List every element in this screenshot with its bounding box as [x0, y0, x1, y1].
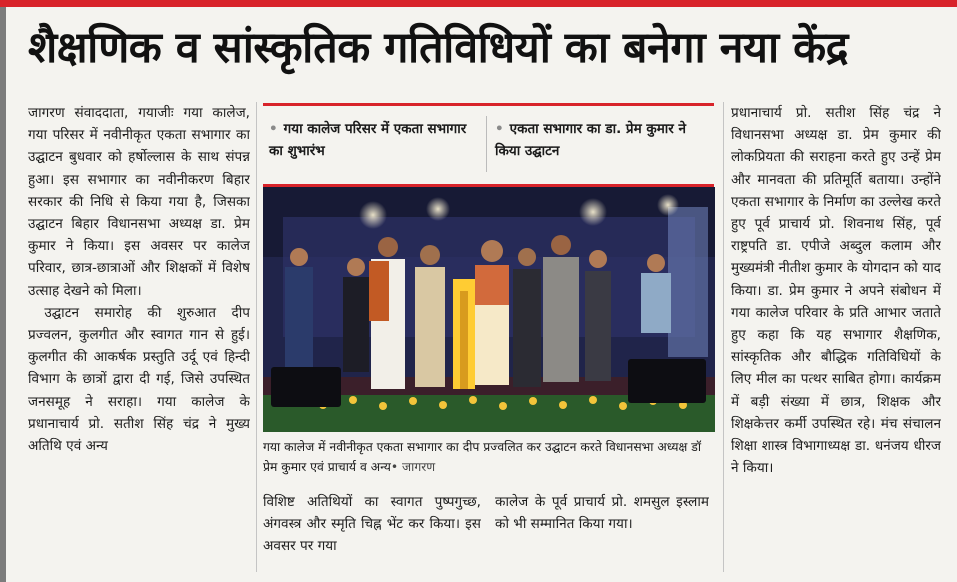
event-photo-image	[263, 187, 715, 432]
caption-credit: • जागरण	[390, 460, 436, 474]
column-divider	[723, 102, 724, 572]
article-column-bottom-left	[263, 491, 481, 577]
bullet-icon: •	[269, 121, 278, 137]
photo-caption	[263, 437, 715, 481]
highlight-text: गया कालेज परिसर में एकता सभागार का शुभारंभ	[269, 121, 467, 159]
article-column-right	[731, 102, 941, 576]
headline: शैक्षणिक व सांस्कृतिक गतिविधियों का बनेगा नया केंद्र	[28, 23, 848, 73]
paragraph: उद्घाटन समारोह की शुरुआत दीप प्रज्वलन, कुलगीत और स्वागत गान से हुई। कुलगीत की आकर्षक प्रस्तुति उर्दू एवं हिन्दी विभाग के छात्रों द्वारा दी गई, जिसे उपस्थित जनसमूह ने सराहा। गया कालेज के प्रधानाचार्य प्रो. सतीश सिंह चंद्र ने मुख्य अतिथि एवं अन्य	[28, 304, 250, 455]
caption-text: गया कालेज में नवीनीकृत एकता सभागार का दीप प्रज्वलित कर उद्घाटन करते विधानसभा अध्यक्ष डॉ प्रेम कुमार एवं प्राचार्य व अन्य	[263, 440, 702, 474]
paragraph: कालेज के पूर्व प्राचार्य प्रो. शमसुल इस्लाम को भी सम्मानित किया गया।	[495, 494, 709, 533]
highlight-text: एकता सभागार का डा. प्रेम कुमार ने किया उद्घाटन	[495, 121, 687, 159]
event-photo	[263, 187, 715, 432]
article-column-bottom-right	[495, 491, 709, 577]
page-edge-bar	[0, 7, 6, 582]
article-column-left	[28, 102, 250, 576]
top-red-rule	[0, 0, 957, 7]
paragraph: प्रधानाचार्य प्रो. सतीश सिंह चंद्र ने विधानसभा अध्यक्ष डा. प्रेम कुमार की लोकप्रियता की सराहना करते हुए उन्हें प्रेम और मानवता की प्रतिमूर्ति बताया। उन्होंने एकता सभागार के निर्माण का उल्लेख करते हुए पूर्व प्राचार्य प्रो. शिवनाथ सिंह, पूर्व राष्ट्रपति डा. एपीजे अब्दुल कलाम और मुख्यमंत्री नीतीश कुमार के योगदान को याद किया। डा. प्रेम कुमार ने अपने संबोधन में गया कालेज परिवार के प्रति आभार जताते हुए कहा कि यह सभागार शैक्षणिक, सांस्कृतिक और बौद्धिक गतिविधियों के लिए मील का पत्थर साबित होगा। कार्यक्रम में बड़ी संख्या में छात्र, शिक्षक और शिक्षकेत्तर कर्मी उपस्थित रहे। मंच संचालन शिक्षा शास्त्र विभागाध्यक्ष डा. धनंजय धीरज ने किया।	[731, 105, 941, 477]
highlight-divider	[486, 116, 487, 172]
highlight-item	[495, 118, 705, 162]
paragraph: विशिष्ट अतिथियों का स्वागत पुष्पगुच्छ, अंगवस्त्र और स्मृति चिह्न भेंट कर किया। इस अवसर पर गया	[263, 494, 481, 555]
bullet-icon: •	[495, 121, 504, 137]
column-divider	[256, 102, 257, 572]
paragraph: जागरण संवाददाता, गयाजीः गया कालेज, गया परिसर में नवीनीकृत एकता सभागार का उद्घाटन बुधवार को हर्षोल्लास के साथ संपन्न हुआ। इस सभागार का नवीनीकरण बिहार सरकार की निधि से किया गया है, जिसका उद्घाटन बिहार विधानसभा अध्यक्ष डा. प्रेम कुमार ने किया। इस अवसर पर कालेज परिवार, छात्र-छात्राओं और शिक्षकों में विशेष उत्साह देखने को मिला।	[28, 105, 250, 299]
highlight-item	[269, 118, 474, 162]
highlights-box	[263, 103, 714, 187]
